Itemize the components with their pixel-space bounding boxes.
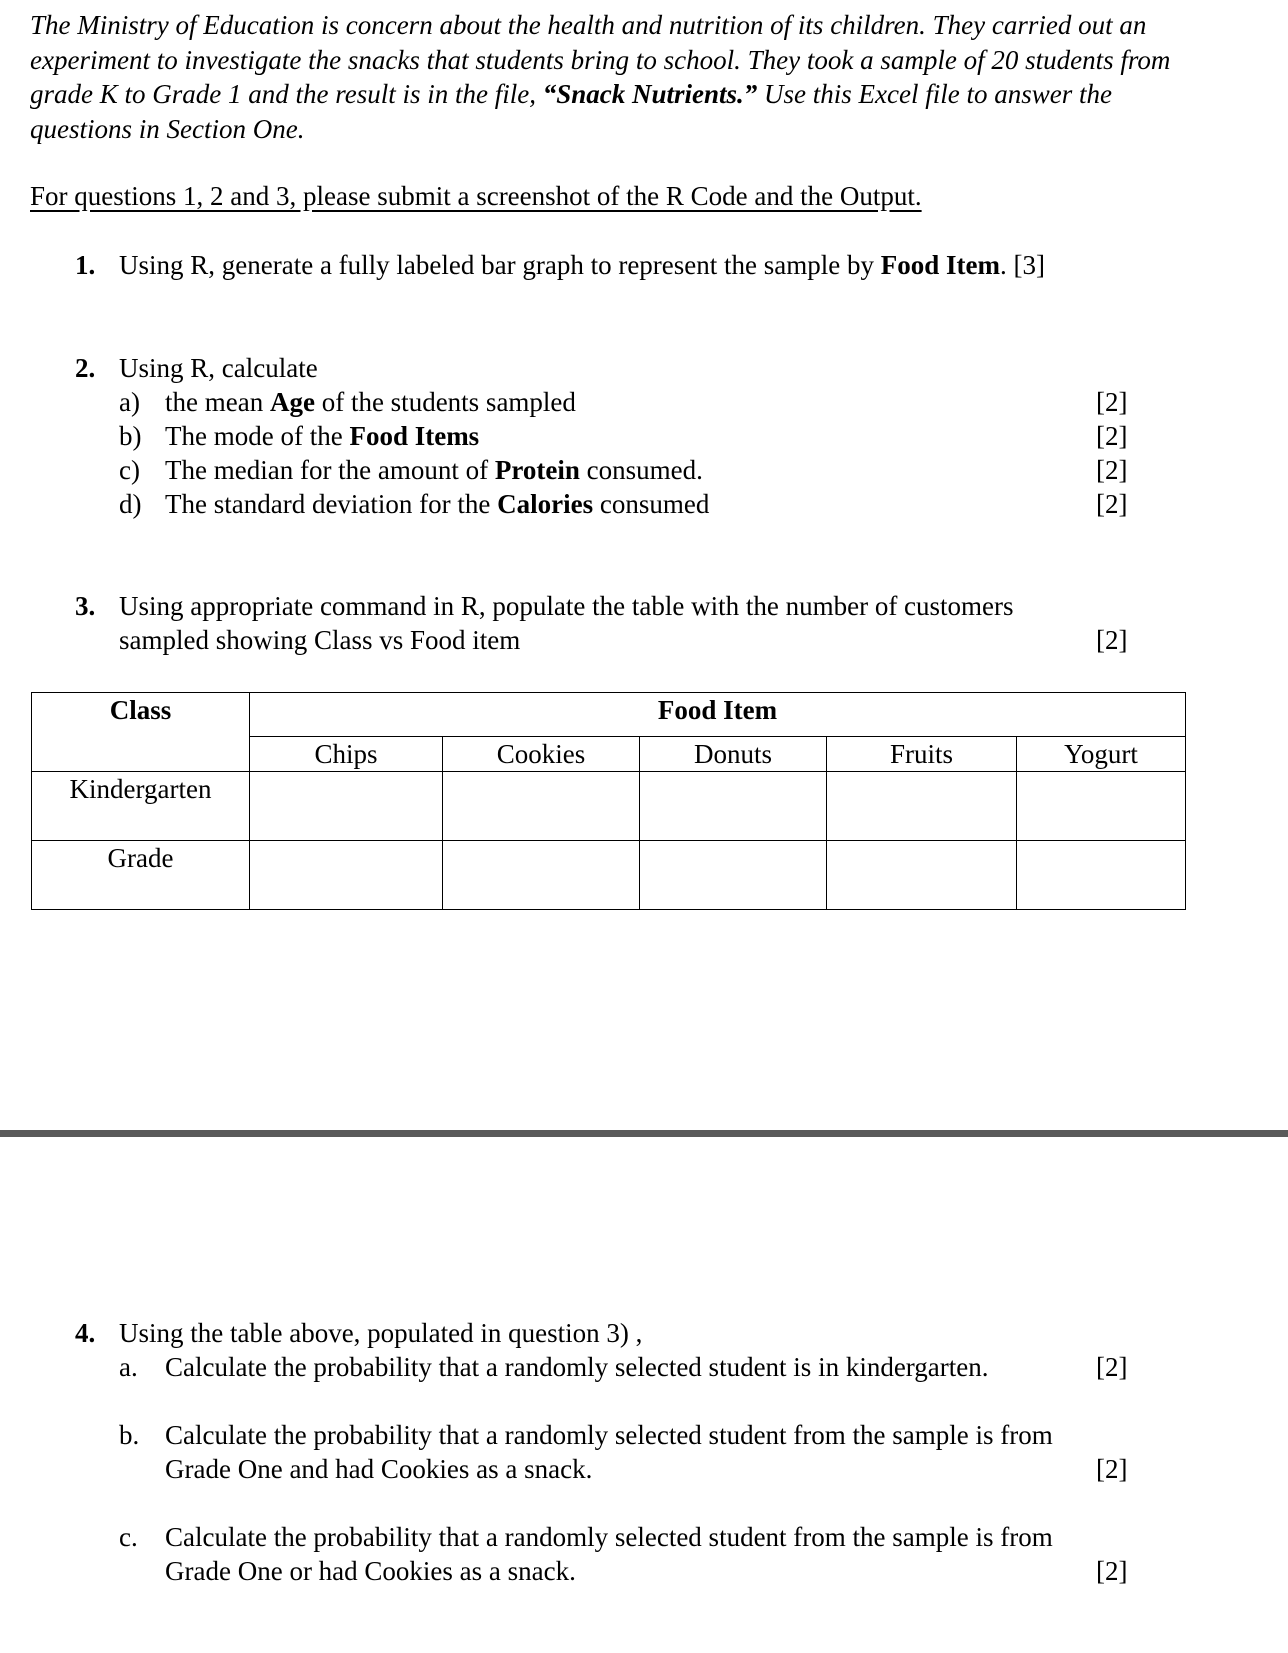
part-text: the mean Age of the students sampled — [165, 387, 576, 417]
table-cell[interactable] — [640, 841, 827, 910]
table-cell[interactable] — [250, 841, 443, 910]
question-number: 2. — [75, 353, 96, 383]
part-label: b. — [119, 1420, 140, 1450]
marks: [2] — [1096, 1556, 1128, 1586]
question-number: 3. — [75, 591, 96, 621]
marks: [2] — [1096, 489, 1128, 519]
marks: [2] — [1096, 1454, 1128, 1484]
question-number: 1. — [75, 250, 96, 280]
food-item-header: Food Item — [250, 693, 1186, 737]
part-label: d) — [119, 489, 142, 519]
marks: [2] — [1096, 421, 1128, 451]
file-name: “Snack Nutrients.” — [542, 79, 758, 109]
part-text: The mode of the Food Items — [165, 421, 480, 451]
food-header-fruits: Fruits — [827, 737, 1017, 772]
class-header: Class — [32, 693, 250, 772]
part-text: The median for the amount of Protein consumed. — [165, 455, 703, 485]
food-header-yogurt: Yogurt — [1017, 737, 1186, 772]
part-text: Calculate the probability that a randomly selected student is in kindergarten. — [165, 1352, 989, 1382]
class-food-table — [31, 692, 1186, 910]
marks: [2] — [1096, 1352, 1128, 1382]
section-divider — [0, 1130, 1288, 1137]
table-cell[interactable] — [1017, 841, 1186, 910]
part-text: Calculate the probability that a randomly selected student from the sample is from — [165, 1420, 1053, 1450]
instruction-line: For questions 1, 2 and 3, please submit a screenshot of the R Code and the Output. — [30, 181, 922, 211]
part-label: b) — [119, 421, 142, 451]
part-text: Grade One or had Cookies as a snack. — [165, 1556, 576, 1586]
food-header-donuts: Donuts — [640, 737, 827, 772]
part-label: c) — [119, 455, 140, 485]
part-label: c. — [119, 1522, 138, 1552]
question-number: 4. — [75, 1318, 96, 1348]
table-cell[interactable] — [827, 841, 1017, 910]
table-cell[interactable] — [640, 772, 827, 841]
marks: [2] — [1096, 387, 1128, 417]
marks: [2] — [1096, 455, 1128, 485]
part-text: Grade One and had Cookies as a snack. — [165, 1454, 593, 1484]
table-row — [32, 841, 1186, 910]
table-cell[interactable] — [1017, 772, 1186, 841]
table-cell[interactable] — [443, 841, 640, 910]
row-label-grade: Grade — [32, 841, 250, 910]
marks: [2] — [1096, 625, 1128, 655]
table-cell[interactable] — [443, 772, 640, 841]
food-header-cookies: Cookies — [443, 737, 640, 772]
intro-paragraph: The Ministry of Education is concern about the health and nutrition of its children. They carried out an experiment to investigate the snacks that students bring to school. They took a sample of 20 students from grade K to Grade 1 and the result is in the file, “Snack Nutrients.” Use this Excel file to answer the questions in Section One. — [30, 10, 1171, 144]
table-cell[interactable] — [250, 772, 443, 841]
table-cell[interactable] — [827, 772, 1017, 841]
part-label: a) — [119, 387, 140, 417]
row-label-kindergarten: Kindergarten — [32, 772, 250, 841]
part-text: Calculate the probability that a randomly selected student from the sample is from — [165, 1522, 1053, 1552]
part-label: a. — [119, 1352, 138, 1382]
food-header-chips: Chips — [250, 737, 443, 772]
part-text: The standard deviation for the Calories consumed — [165, 489, 710, 519]
table-row — [32, 772, 1186, 841]
